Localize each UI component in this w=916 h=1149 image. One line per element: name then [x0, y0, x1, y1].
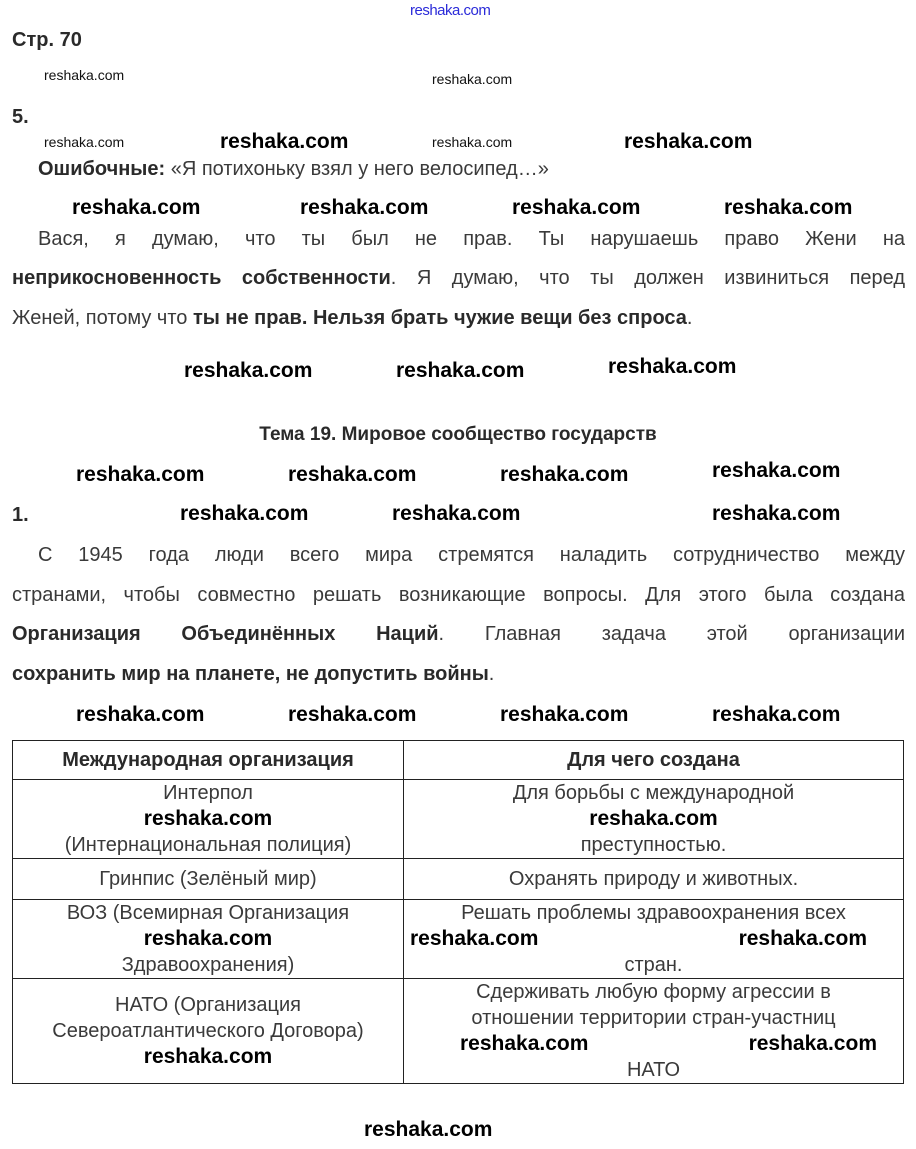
topic-title: Тема 19. Мировое сообщество государств [259, 424, 657, 445]
watermark: reshaka.com [72, 196, 201, 219]
watermark: reshaka.com [364, 1118, 493, 1141]
watermark: reshaka.com [220, 130, 349, 153]
column-header: Для чего создана [404, 741, 904, 780]
purpose-cell [404, 900, 904, 979]
watermark: reshaka.com [738, 927, 867, 950]
watermark: reshaka.com [143, 927, 273, 950]
text: . [488, 663, 495, 685]
cell-line: Здравоохранения) [121, 954, 295, 976]
bold-text: сохранить мир на планете, не допустить войны [12, 663, 489, 685]
watermark: reshaka.com [76, 703, 205, 726]
watermark: reshaka.com [300, 196, 429, 219]
cell-line: Для борьбы с международной [512, 782, 795, 804]
watermark: reshaka.com [748, 1032, 877, 1055]
cell-line: (Интернациональная полиция) [64, 834, 352, 856]
task-number: 5. [12, 106, 29, 128]
task-number: 1. [12, 504, 29, 526]
table-row [13, 780, 904, 859]
page-label: Стр. 70 [12, 29, 82, 51]
purpose-cell [404, 979, 904, 1084]
watermark: reshaka.com [500, 703, 629, 726]
watermark: reshaka.com [712, 502, 841, 525]
watermark: reshaka.com [180, 502, 309, 525]
bold-text: ты не прав. Нельзя брать чужие вещи без спроса [192, 307, 687, 329]
watermark: reshaka.com [44, 134, 125, 150]
watermark: reshaka.com [143, 807, 273, 830]
table-header-row [13, 741, 904, 780]
cell-line: Сдерживать любую форму агрессии в [476, 981, 831, 1003]
paragraph-line: странами, чтобы совместно решать возникающие вопросы. Для этого была создана [12, 584, 905, 606]
paragraph-line: Вася, я думаю, что ты был не прав. Ты нарушаешь право Жени на [38, 228, 905, 250]
text: . Главная задача этой организации [438, 623, 905, 645]
watermark: reshaka.com [143, 1045, 273, 1068]
watermark-pair [410, 1031, 897, 1057]
watermark: reshaka.com [432, 134, 513, 150]
cell-line: Решать проблемы здравоохранения всех [461, 902, 846, 924]
watermark: reshaka.com [392, 502, 521, 525]
watermark-top: reshaka.com [410, 2, 491, 19]
watermark: reshaka.com [44, 67, 125, 83]
wrong-quote: «Я потихоньку взял у него велосипед…» [165, 158, 549, 180]
watermark: reshaka.com [184, 359, 313, 382]
watermark: reshaka.com [712, 459, 841, 482]
cell-line: стран. [624, 954, 683, 976]
wrong-label: Ошибочные: [38, 158, 166, 180]
watermark: reshaka.com [608, 355, 737, 378]
org-cell: Гринпис (Зелёный мир) [13, 859, 404, 900]
bold-text: неприкосновенность собственности [12, 267, 391, 289]
org-cell [13, 979, 404, 1084]
text: . [686, 307, 693, 329]
watermark: reshaka.com [288, 703, 417, 726]
watermark: reshaka.com [460, 1032, 589, 1055]
column-header: Международная организация [13, 741, 404, 780]
cell-line: преступностью. [580, 834, 727, 856]
watermark: reshaka.com [712, 703, 841, 726]
watermark-pair [410, 926, 897, 952]
watermark: reshaka.com [724, 196, 853, 219]
cell-line: отношении территории стран-участниц [471, 1007, 836, 1029]
paragraph-line [12, 663, 905, 686]
text: . Я думаю, что ты должен извиниться перед [390, 267, 905, 289]
watermark: reshaka.com [512, 196, 641, 219]
watermark: reshaka.com [76, 463, 205, 486]
paragraph-line [12, 307, 905, 330]
org-cell [13, 900, 404, 979]
watermark: reshaka.com [500, 463, 629, 486]
cell-line: НАТО (Организация [115, 994, 301, 1016]
table-row [13, 900, 904, 979]
org-cell [13, 780, 404, 859]
paragraph-line [12, 623, 905, 646]
table-row [13, 859, 904, 900]
paragraph-line: С 1945 года люди всего мира стремятся наладить сотрудничество между [38, 544, 905, 566]
table-row [13, 979, 904, 1084]
watermark: reshaka.com [396, 359, 525, 382]
paragraph-line [12, 267, 905, 290]
cell-line: ВОЗ (Всемирная Организация [66, 902, 350, 924]
text: Женей, потому что [12, 307, 193, 329]
purpose-cell [404, 780, 904, 859]
organizations-table [12, 740, 904, 1084]
wrong-statement [38, 158, 549, 181]
watermark: reshaka.com [624, 130, 753, 153]
bold-text: Организация Объединённых Наций [12, 623, 439, 645]
watermark: reshaka.com [589, 807, 718, 830]
watermark: reshaka.com [432, 71, 513, 87]
watermark: reshaka.com [288, 463, 417, 486]
cell-line: Североатлантического Договора) [52, 1020, 364, 1042]
cell-line: Интерпол [163, 782, 253, 804]
cell-line: НАТО [626, 1059, 681, 1081]
watermark: reshaka.com [410, 927, 539, 950]
purpose-cell: Охранять природу и животных. [404, 859, 904, 900]
